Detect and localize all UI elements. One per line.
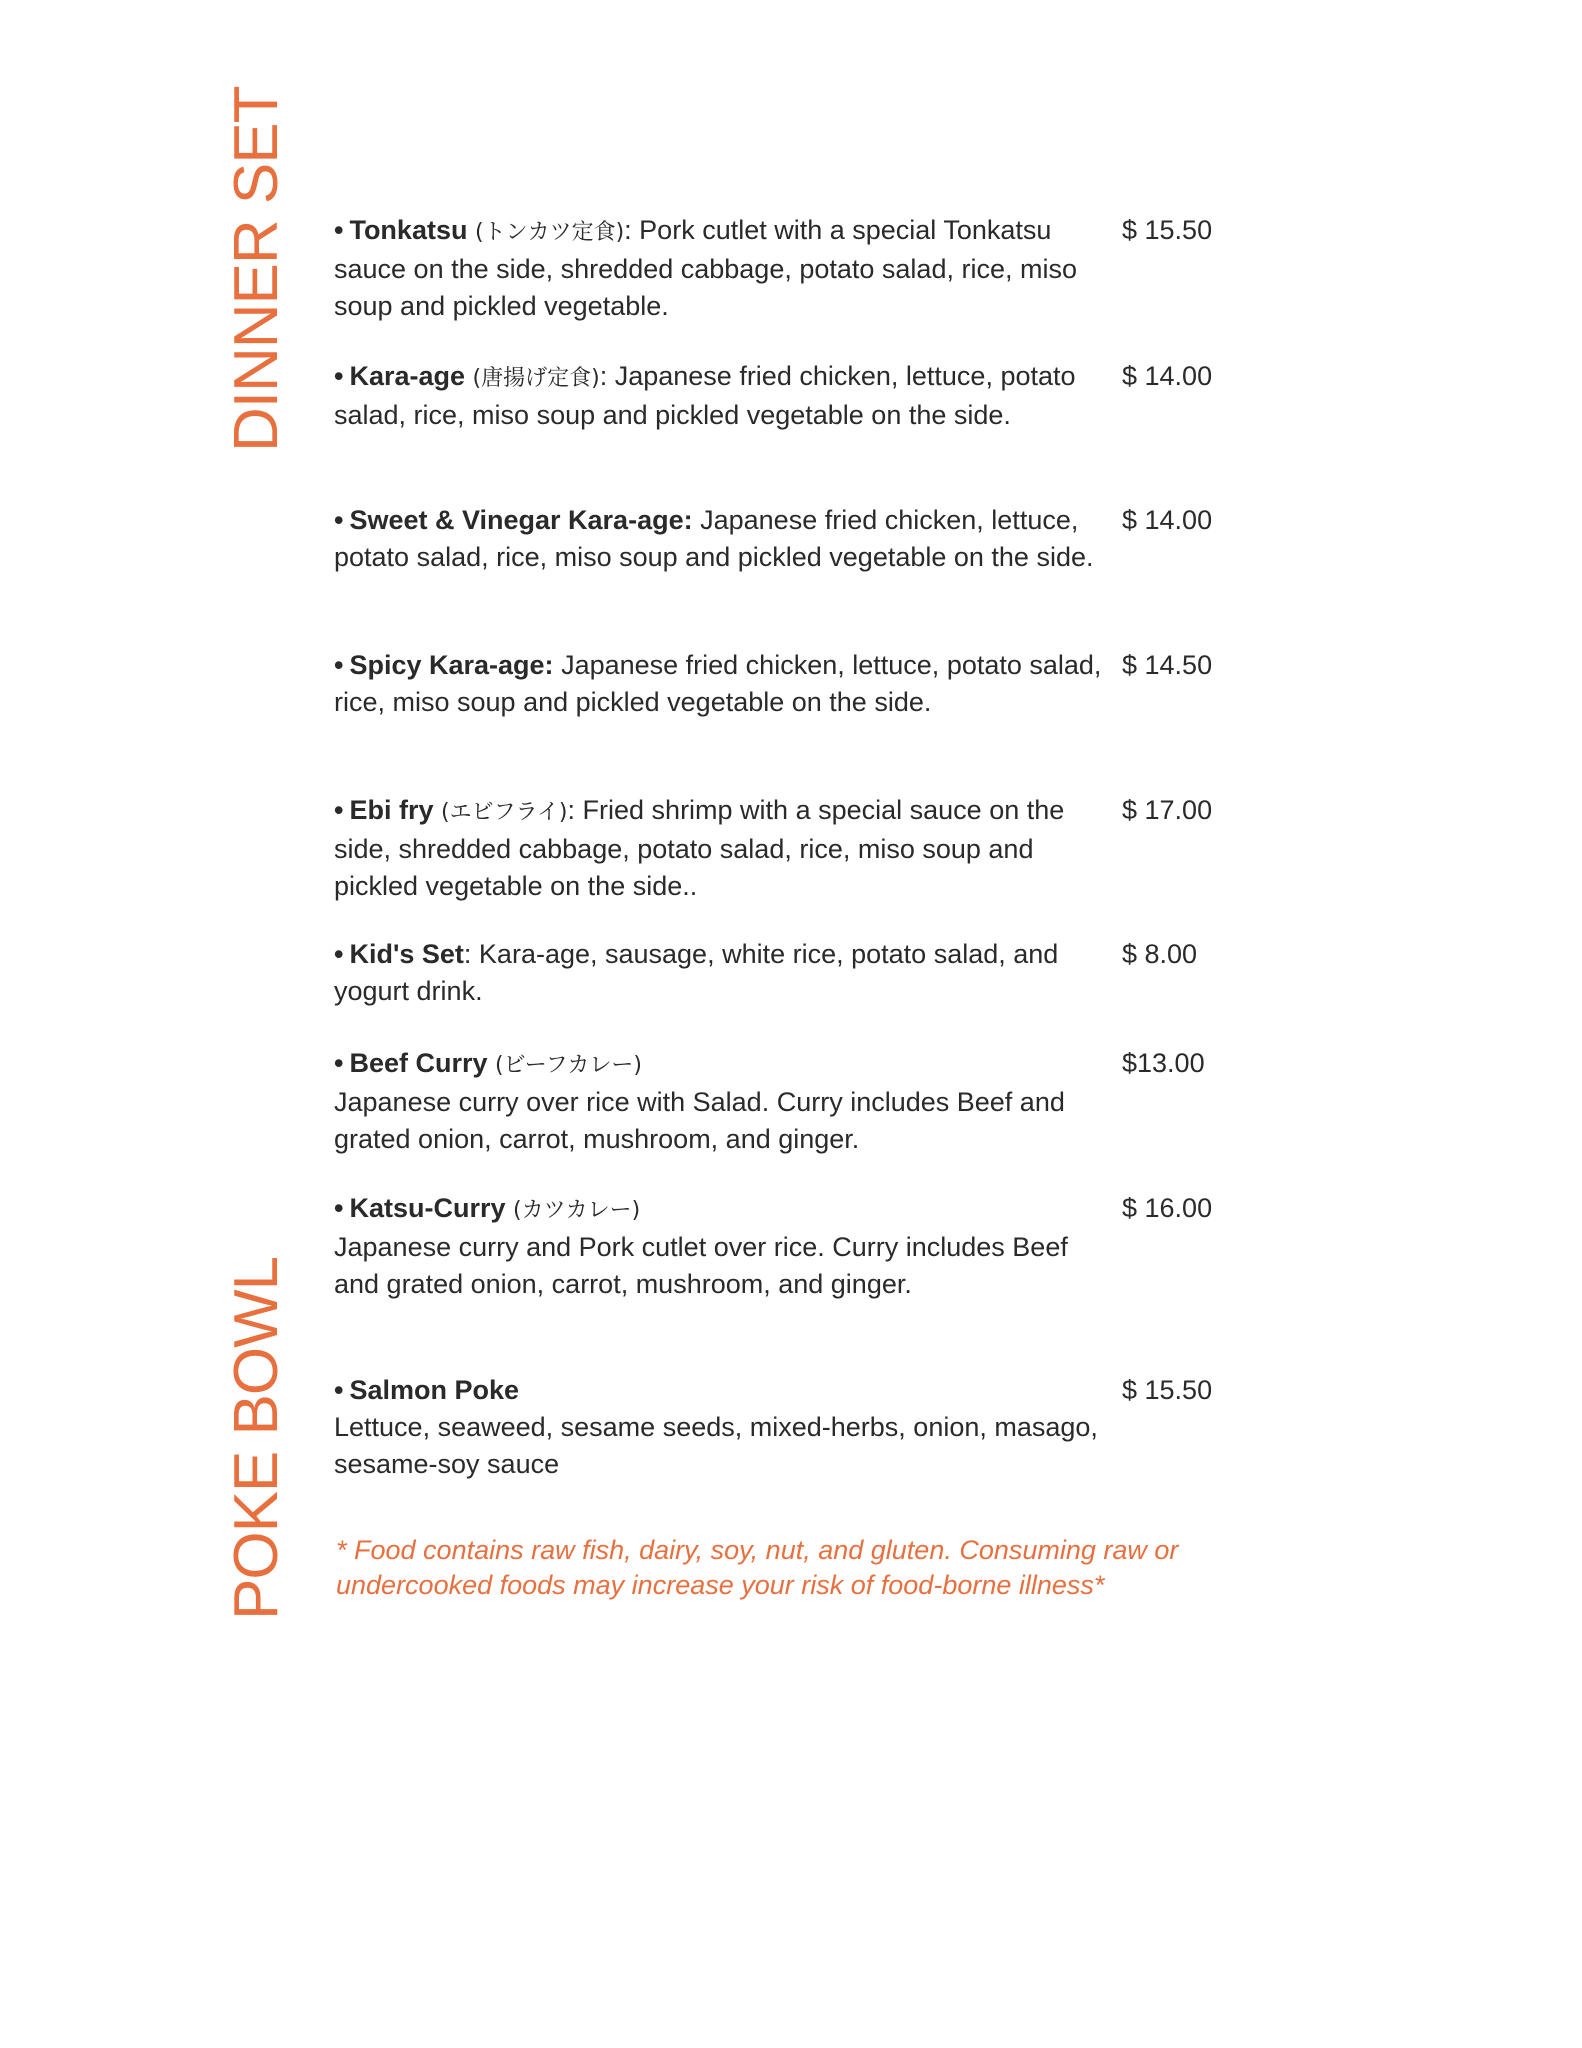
menu-item-price: $ 16.00 bbox=[1122, 1193, 1213, 1223]
bullet: • bbox=[334, 215, 344, 245]
bullet: • bbox=[334, 1193, 344, 1223]
description-line1: Pork cutlet with a special bbox=[639, 215, 937, 245]
menu-item-beef-curry bbox=[334, 1045, 1334, 1158]
section-title-poke-bowl: POKE BOWL bbox=[222, 1256, 291, 1620]
menu-item-price: $ 14.00 bbox=[1122, 361, 1213, 391]
menu-item-name: Salmon Poke bbox=[349, 1375, 520, 1405]
description-rest: and yogurt drink. bbox=[334, 939, 1059, 1006]
description-rest: Lettuce, seaweed, sesame seeds, mixed-herbs, onion, masago, sesame-soy sauce bbox=[334, 1412, 1098, 1479]
menu-item-sweet-vinegar-kara-age bbox=[334, 502, 1334, 576]
bullet: • bbox=[334, 361, 344, 391]
menu-item-description bbox=[334, 1045, 1104, 1158]
menu-item-japanese-name: (ビーフカレー) bbox=[495, 1053, 642, 1078]
separator: : bbox=[624, 215, 640, 245]
description-line1: Fried shrimp with a special sauce on bbox=[582, 795, 1020, 825]
menu-item-name: Kid's Set bbox=[349, 939, 464, 969]
menu-item-description bbox=[334, 358, 1104, 434]
menu-item-spicy-kara-age bbox=[334, 647, 1334, 721]
menu-item-name: Spicy Kara-age: bbox=[349, 650, 554, 680]
menu-item-name: Ebi fry bbox=[349, 795, 434, 825]
allergy-disclaimer: * Food contains raw fish, dairy, soy, nut, and gluten. Consuming raw or undercooked foods may increase your risk of food-borne illness* bbox=[336, 1535, 1179, 1600]
description-rest: potato salad, rice, miso soup and pickled vegetable on the side. bbox=[334, 361, 1076, 430]
menu-item-price: $ 17.00 bbox=[1122, 795, 1213, 825]
section-title-dinner-set: DINNER SET bbox=[222, 86, 291, 452]
menu-item-tonkatsu bbox=[334, 212, 1334, 325]
bullet: • bbox=[334, 1048, 344, 1078]
menu-item-japanese-name: (カツカレー) bbox=[513, 1198, 641, 1223]
menu-item-japanese-name: (唐揚げ定食) bbox=[472, 366, 600, 391]
bullet: • bbox=[334, 650, 344, 680]
menu-item-price: $ 14.50 bbox=[1122, 650, 1213, 680]
description-rest: lettuce, potato salad, rice, miso soup and pickled vegetable on the side. bbox=[334, 505, 1094, 572]
menu-item-name: Sweet & Vinegar Kara-age: bbox=[349, 505, 693, 535]
menu-item-price: $ 8.00 bbox=[1122, 939, 1198, 969]
separator bbox=[693, 505, 701, 535]
separator: : bbox=[599, 361, 615, 391]
description-rest: Japanese curry over rice with Salad. Curry includes Beef and grated onion, carrot, mushroom, and ginger. bbox=[334, 1087, 1065, 1154]
separator bbox=[554, 650, 562, 680]
menu-item-name: Tonkatsu bbox=[349, 215, 468, 245]
menu-item-description bbox=[334, 1372, 1104, 1483]
menu-item-price: $ 14.00 bbox=[1122, 505, 1213, 535]
menu-item-name: Katsu-Curry bbox=[349, 1193, 506, 1223]
menu-item-description bbox=[334, 502, 1104, 576]
description-line1: Japanese fried chicken, bbox=[700, 505, 984, 535]
description-rest: the side, shredded cabbage, potato salad, rice, miso soup and pickled vegetable on the side.. bbox=[334, 795, 1065, 901]
separator: : bbox=[567, 795, 583, 825]
menu-item-kara-age bbox=[334, 358, 1334, 434]
menu-item-description bbox=[334, 792, 1104, 905]
description-line1: Kara-age, sausage, white rice, potato salad, bbox=[478, 939, 1006, 969]
separator: : bbox=[463, 939, 479, 969]
bullet: • bbox=[334, 795, 344, 825]
menu-item-kids-set bbox=[334, 936, 1334, 1010]
description-rest: potato salad, rice, miso soup and pickled vegetable on the side. bbox=[334, 650, 1102, 717]
menu-item-description bbox=[334, 936, 1104, 1010]
menu-item-description bbox=[334, 212, 1104, 325]
bullet: • bbox=[334, 939, 344, 969]
description-line1: Japanese fried chicken, lettuce, bbox=[561, 650, 940, 680]
description-rest: Tonkatsu sauce on the side, shredded cabbage, potato salad, rice, miso soup and pickled vegetable. bbox=[334, 215, 1077, 321]
description-rest: Japanese curry and Pork cutlet over rice. Curry includes Beef and grated onion, carrot, mushroom, and ginger. bbox=[334, 1232, 1068, 1299]
menu-item-price: $13.00 bbox=[1122, 1048, 1205, 1078]
menu-item-name: Kara-age bbox=[349, 361, 466, 391]
menu-item-katsu-curry bbox=[334, 1190, 1334, 1303]
menu-item-salmon-poke bbox=[334, 1372, 1334, 1483]
bullet: • bbox=[334, 505, 344, 535]
menu-item-japanese-name: (エビフライ) bbox=[441, 800, 568, 825]
menu-item-japanese-name: (トンカツ定食) bbox=[474, 220, 625, 245]
menu-item-description bbox=[334, 1190, 1104, 1303]
description-line1: Japanese fried chicken, lettuce, bbox=[614, 361, 993, 391]
menu-item-description bbox=[334, 647, 1104, 721]
menu-item-price: $ 15.50 bbox=[1122, 1375, 1213, 1405]
menu-item-price: $ 15.50 bbox=[1122, 215, 1213, 245]
menu-item-name: Beef Curry bbox=[349, 1048, 488, 1078]
menu-item-ebi-fry bbox=[334, 792, 1334, 905]
bullet: • bbox=[334, 1375, 344, 1405]
